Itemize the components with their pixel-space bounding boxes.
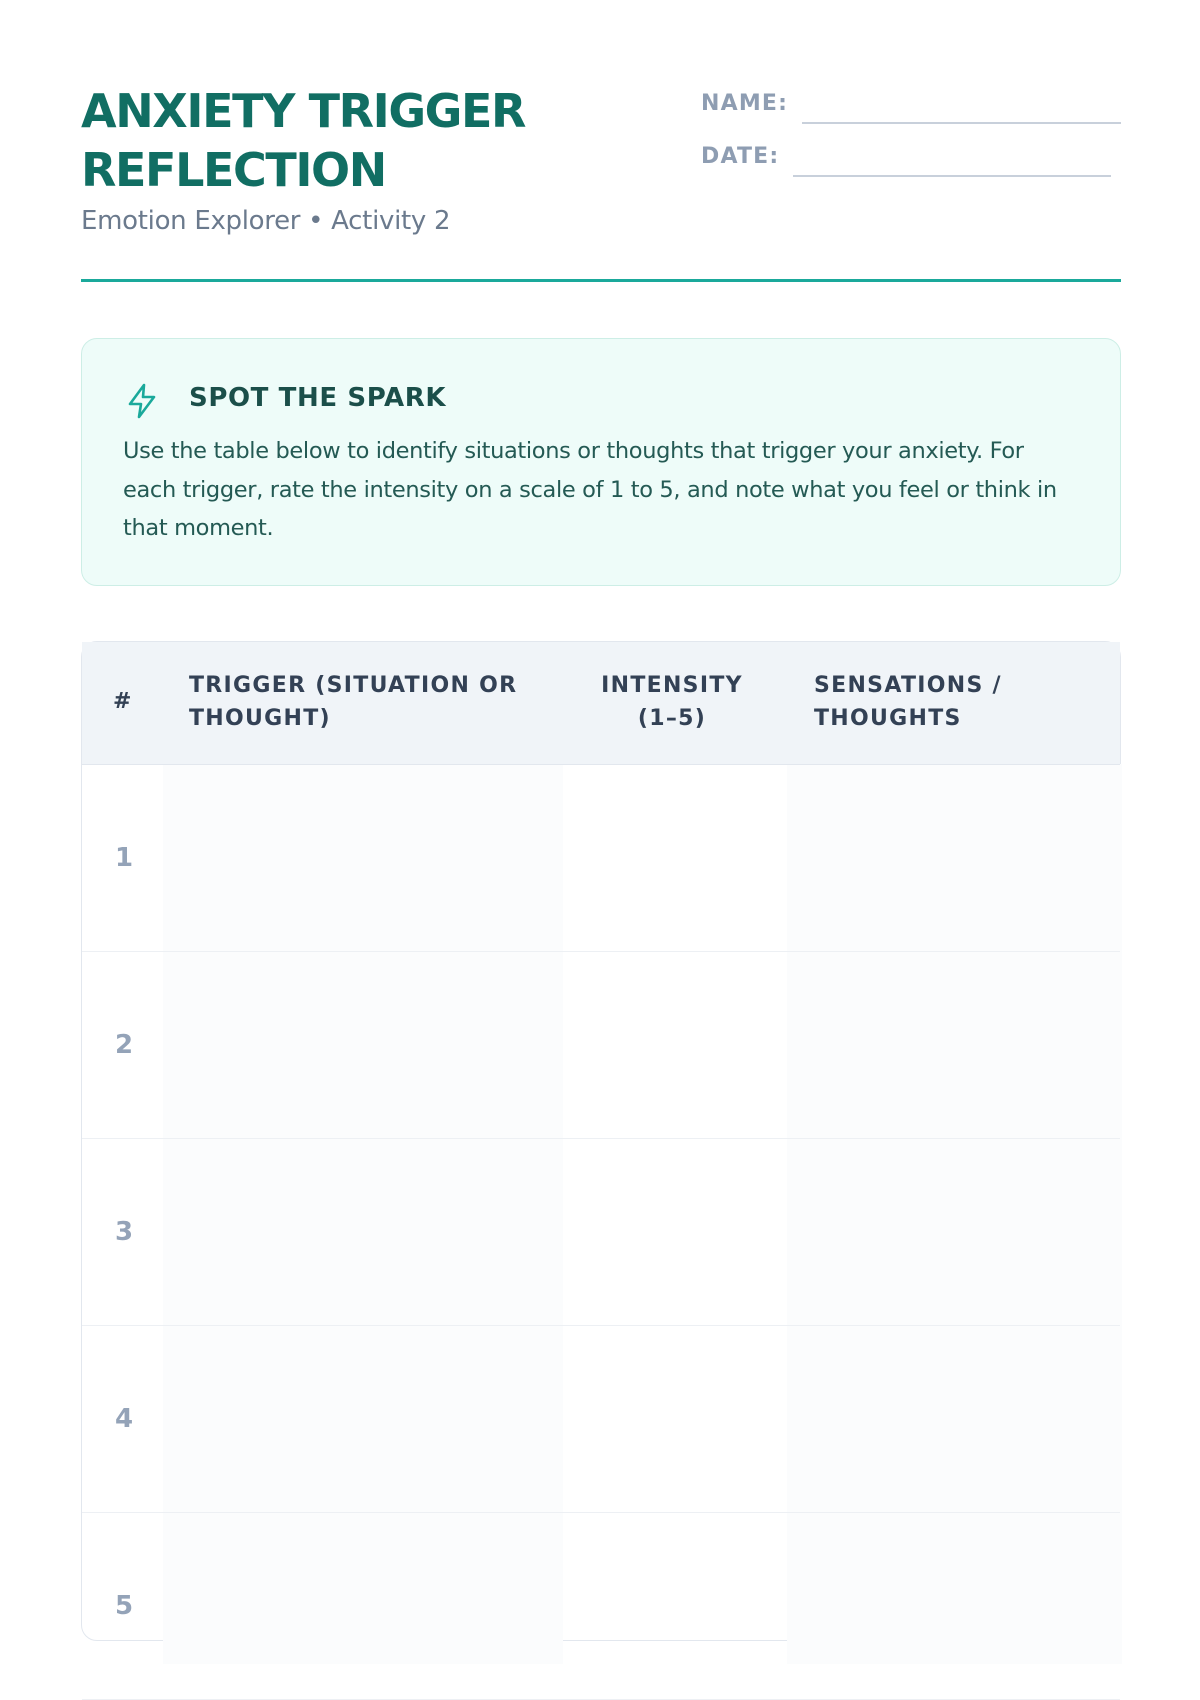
lightning-bolt-icon <box>122 381 162 421</box>
header-sensations: SENSATIONS / THOUGHTS <box>814 673 1002 731</box>
table-row[interactable] <box>82 952 1120 1139</box>
worksheet-header <box>81 82 1121 282</box>
table-header <box>82 642 1120 765</box>
date-field[interactable] <box>701 139 1121 169</box>
row-number: 3 <box>115 1217 134 1247</box>
table-row[interactable] <box>82 765 1120 952</box>
table-body <box>82 765 1120 1700</box>
title-line-1: ANXIETY TRIGGER <box>81 84 526 138</box>
row-number: 1 <box>115 843 134 873</box>
row-number: 4 <box>115 1404 134 1434</box>
table-row[interactable] <box>82 1139 1120 1326</box>
name-label: NAME: <box>701 91 789 116</box>
name-field[interactable] <box>701 86 1121 116</box>
date-line[interactable] <box>793 175 1111 177</box>
instructions-callout <box>81 338 1121 586</box>
header-divider <box>81 279 1121 282</box>
trigger-table <box>81 641 1121 1641</box>
date-label: DATE: <box>701 144 780 169</box>
row-number: 5 <box>115 1591 134 1621</box>
title-line-2: REFLECTION <box>81 143 386 197</box>
name-line[interactable] <box>802 122 1121 124</box>
table-row[interactable] <box>82 1513 1120 1700</box>
student-info-fields <box>701 86 1121 192</box>
callout-text: Use the table below to identify situations or thoughts that trigger your anxiety. For each trigger, rate the intensity on a scale of 1 to 5, and note what you feel or think in that moment. <box>123 438 1057 541</box>
table-row[interactable] <box>82 1326 1120 1513</box>
row-number: 2 <box>115 1030 134 1060</box>
callout-title: SPOT THE SPARK <box>189 383 447 413</box>
page-subtitle: Emotion Explorer • Activity 2 <box>81 206 451 236</box>
header-intensity: INTENSITY (1–5) <box>601 673 743 731</box>
header-trigger: TRIGGER (SITUATION OR THOUGHT) <box>189 673 518 731</box>
header-number: # <box>113 689 133 714</box>
